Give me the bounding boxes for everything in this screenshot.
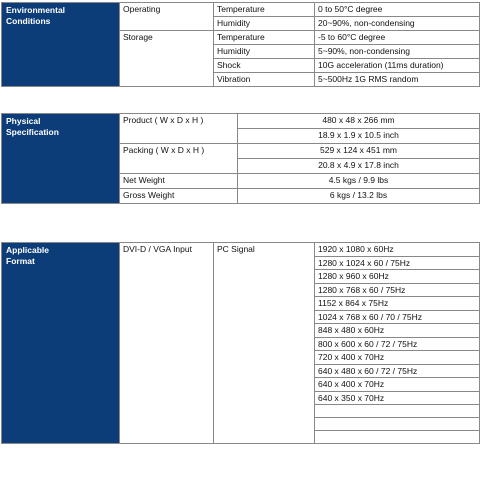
value-cell: 18.9 x 1.9 x 10.5 inch (238, 129, 480, 144)
mode-cell: 1280 x 960 x 60Hz (315, 270, 480, 284)
header-line: Format (6, 256, 35, 266)
value-cell: 0 to 50°C degree (315, 3, 480, 17)
value-cell: 5~90%, non-condensing (315, 45, 480, 59)
param-cell: Vibration (214, 73, 315, 87)
header-line: Physical (6, 116, 41, 126)
environmental-conditions-table (1, 2, 480, 87)
net-weight-label: Net Weight (120, 174, 238, 189)
mode-cell: 1280 x 768 x 60 / 75Hz (315, 283, 480, 297)
mode-cell: 1024 x 768 x 60 / 70 / 75Hz (315, 310, 480, 324)
input-label: DVI-D / VGA Input (120, 243, 214, 444)
gross-weight-label: Gross Weight (120, 189, 238, 204)
mode-cell: 640 x 480 x 60 / 72 / 75Hz (315, 364, 480, 378)
param-cell: Temperature (214, 31, 315, 45)
param-cell: Humidity (214, 45, 315, 59)
applicable-format-table (1, 242, 480, 444)
environmental-conditions-header (2, 3, 120, 87)
value-cell: 529 x 124 x 451 mm (238, 144, 480, 159)
value-cell: 10G acceleration (11ms duration) (315, 59, 480, 73)
param-cell: Shock (214, 59, 315, 73)
physical-specification-header (2, 114, 120, 204)
packing-dimensions-label: Packing ( W x D x H ) (120, 144, 238, 174)
operating-label: Operating (120, 3, 214, 31)
param-cell: Humidity (214, 17, 315, 31)
mode-cell: 720 x 400 x 70Hz (315, 351, 480, 365)
value-cell: -5 to 60°C degree (315, 31, 480, 45)
value-cell: 20~90%, non-condensing (315, 17, 480, 31)
header-line: Specification (6, 127, 59, 137)
empty-mode-cell (315, 431, 480, 444)
header-line: Conditions (6, 16, 51, 26)
value-cell: 5~500Hz 1G RMS random (315, 73, 480, 87)
product-dimensions-label: Product ( W x D x H ) (120, 114, 238, 144)
physical-specification-table (1, 113, 480, 204)
storage-label: Storage (120, 31, 214, 87)
mode-cell: 800 x 600 x 60 / 72 / 75Hz (315, 337, 480, 351)
mode-cell: 1920 x 1080 x 60Hz (315, 243, 480, 257)
header-line: Applicable (6, 245, 49, 255)
applicable-format-header (2, 243, 120, 444)
param-cell: Temperature (214, 3, 315, 17)
empty-mode-cell (315, 418, 480, 431)
header-line: Environmental (6, 5, 66, 15)
value-cell: 4.5 kgs / 9.9 lbs (238, 174, 480, 189)
mode-cell: 1152 x 864 x 75Hz (315, 297, 480, 311)
signal-label: PC Signal (214, 243, 315, 444)
mode-cell: 640 x 400 x 70Hz (315, 378, 480, 392)
value-cell: 6 kgs / 13.2 lbs (238, 189, 480, 204)
value-cell: 20.8 x 4.9 x 17.8 inch (238, 159, 480, 174)
mode-cell: 848 x 480 x 60Hz (315, 324, 480, 338)
value-cell: 480 x 48 x 266 mm (238, 114, 480, 129)
mode-cell: 1280 x 1024 x 60 / 75Hz (315, 256, 480, 270)
mode-cell: 640 x 350 x 70Hz (315, 391, 480, 405)
empty-mode-cell (315, 405, 480, 418)
